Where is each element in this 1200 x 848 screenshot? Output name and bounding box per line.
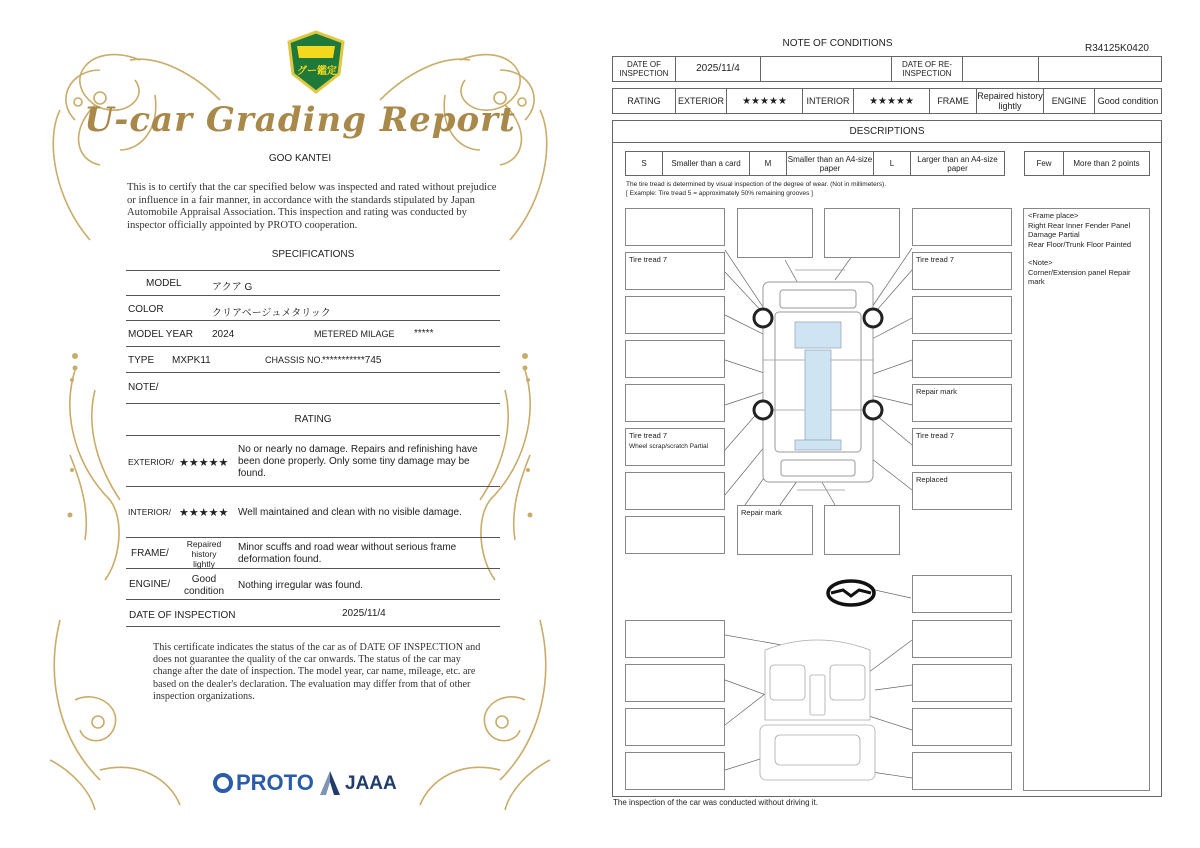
model-year-value: 2024 (212, 329, 235, 340)
spec-row-color (126, 296, 500, 321)
condition-box-3 (824, 208, 900, 258)
legend-desc-few: More than 2 points (1064, 152, 1150, 176)
interior-box-left-3 (625, 708, 725, 746)
exterior-description: No or nearly no damage. Repairs and refinishing have been done properly. Only some tiny damage may be found. (238, 444, 478, 479)
condition-box-left-2 (625, 296, 725, 334)
steering-condition-box (912, 575, 1012, 613)
inspection-date-value: 2025/11/4 (342, 608, 386, 619)
condition-box-left-3 (625, 340, 725, 378)
spec-row-type (126, 347, 500, 373)
interior-box-left-2 (625, 664, 725, 702)
jaaa-brand: JAAA (345, 773, 397, 794)
steering-wheel-icon (828, 581, 874, 605)
report-code: R34125K0420 (1085, 43, 1149, 54)
rating-label: RATING (613, 89, 676, 114)
tire-front-left-text: Tire tread 7 (629, 255, 668, 264)
rating-row-exterior (126, 436, 500, 487)
interior-label: INTERIOR/ (128, 507, 171, 517)
mileage-label: METERED MILAGE (314, 329, 395, 339)
legend-code-l: L (874, 152, 911, 176)
condition-box-left-4 (625, 384, 725, 422)
interior-box-right-4 (912, 752, 1012, 790)
legend-code-m: M (750, 152, 787, 176)
inspection-date-label: DATE OF INSPECTION (129, 610, 236, 621)
legend-code-s: S (626, 152, 663, 176)
condition-box-bottom-2 (824, 505, 900, 555)
exterior-stars: ★★★★★ (179, 457, 229, 469)
note-heading: <Note> (1028, 258, 1053, 267)
condition-box-2 (737, 208, 813, 258)
tire-tread-example: [ Example: Tire tread 5 = approximately 50% remaining grooves ] (626, 190, 813, 197)
inspection-date-row (126, 600, 500, 627)
spec-row-note (126, 373, 500, 404)
interior-stars: ★★★★★ (179, 507, 229, 519)
spacer (1028, 249, 1145, 258)
tire-rear-right-text: Tire tread 7 (916, 431, 955, 440)
condition-box-right-3 (912, 340, 1012, 378)
interior-box-left-1 (625, 620, 725, 658)
model-value: アクア G (212, 282, 253, 293)
jaaa-logo-icon (318, 770, 342, 796)
tire-rear-left-subtext: Wheel scrap/scratch Partial (629, 443, 709, 450)
interior-box-right-2 (912, 664, 1012, 702)
legend-desc-s: Smaller than a card (663, 152, 750, 176)
interior-box-right-1 (912, 620, 1012, 658)
condition-box-left-7 (625, 516, 725, 554)
note-of-conditions (605, 0, 1200, 848)
note-label: NOTE/ (128, 382, 159, 393)
frame-note-2: Rear Floor/Trunk Floor Painted (1028, 239, 1132, 249)
rating-row-frame (126, 538, 500, 569)
condition-box-right-2 (912, 296, 1012, 334)
legend-desc-m: Smaller than an A4-size paper (787, 152, 874, 176)
model-label: MODEL (146, 278, 182, 289)
rating-row-engine (126, 569, 500, 600)
chassis-value: ***********745 (322, 355, 382, 366)
repair-mark-bottom-box (737, 505, 813, 555)
engine-value: Good condition (1095, 89, 1162, 114)
replaced-box (912, 472, 1012, 510)
interior-label: INTERIOR (803, 89, 854, 114)
no-driving-note: The inspection of the car was conducted without driving it. (613, 798, 818, 807)
color-value: クリアベージュメタリック (212, 308, 331, 319)
replaced-text: Replaced (916, 475, 948, 484)
repair-mark-bottom-text: Repair mark (741, 508, 782, 517)
tire-tread-note-line: The tire tread is determined by visual inspection of the degree of wear. (Not in millimeters). (626, 181, 887, 188)
type-label: TYPE (128, 355, 155, 366)
badge-text: グー鑑定 (297, 66, 337, 77)
engine-label: ENGINE/ (129, 579, 171, 590)
rating-heading: RATING (294, 414, 332, 425)
frame-label: FRAME/ (131, 548, 169, 559)
tire-front-right-text: Tire tread 7 (916, 255, 955, 264)
color-label: COLOR (128, 304, 164, 315)
interior-description: Well maintained and clean with no visible damage. (238, 507, 462, 518)
date-reinspection-label: DATE OF RE-INSPECTION (892, 57, 963, 82)
date-inspection-value: 2025/11/4 (676, 57, 761, 82)
type-value: MXPK11 (172, 355, 211, 366)
frame-description: Minor scuffs and road wear without serious frame deformation found. (238, 542, 457, 565)
engine-value: Good condition (183, 574, 225, 597)
mileage-value: ***** (414, 328, 434, 339)
frame-note-1: Right Rear Inner Fender Panel Damage Partial (1028, 220, 1131, 239)
tire-rear-left-text: Tire tread 7 (629, 431, 668, 440)
exterior-label: EXTERIOR (676, 89, 727, 114)
repair-mark-right-text: Repair mark (916, 387, 957, 396)
spec-row-year (126, 321, 500, 347)
condition-box-4 (912, 208, 1012, 246)
certification-statement: This is to certify that the car specified below was inspected and rated without prejudice or influence in a fair manner, in accordance with the standards stipulated by Japan Automobile Appraisal Association. This inspection and rating was conducted by inspector officially appointed by PROTO cooperation. (127, 182, 497, 231)
tire-front-left-box (625, 252, 725, 290)
engine-label: ENGINE (1044, 89, 1095, 114)
date-inspection-label: DATE OF INSPECTION (613, 57, 676, 82)
interior-box-right-3 (912, 708, 1012, 746)
proto-logo-icon (212, 772, 234, 794)
condition-box-left-6 (625, 472, 725, 510)
frame-place-heading: <Frame place> (1028, 211, 1079, 220)
legend-desc-l: Larger than an A4-size paper (911, 152, 1005, 176)
tire-rear-right-box (912, 428, 1012, 466)
frame-value: Repaired history lightly (186, 539, 222, 569)
condition-box-1 (625, 208, 725, 246)
interior-box-left-4 (625, 752, 725, 790)
repair-mark-right-box (912, 384, 1012, 422)
exterior-label: EXTERIOR/ (128, 457, 174, 467)
proto-brand: PROTO (236, 770, 314, 795)
frame-label: FRAME (930, 89, 977, 114)
spec-row-model (126, 271, 500, 296)
conditions-title: NOTE OF CONDITIONS (782, 38, 893, 49)
report-title: U-car Grading Report (84, 100, 516, 140)
model-year-label: MODEL YEAR (128, 329, 194, 340)
exterior-stars: ★★★★★ (727, 89, 803, 114)
chassis-label: CHASSIS NO. (265, 355, 324, 365)
interior-stars: ★★★★★ (854, 89, 930, 114)
frame-notes-panel (1023, 208, 1150, 791)
certificate-disclaimer: This certificate indicates the status of the car as of DATE OF INSPECTION and does not guarantee the quality of the car onwards. The status of the car may change after the date of inspection. The model year, car name, mileage, etc. are based on the dealer's declaration. The evaluation may differ from that of other inspection organizations. (153, 642, 481, 702)
report-subtitle: GOO KANTEI (268, 153, 332, 164)
tire-rear-left-box (625, 428, 725, 466)
note-1: Corner/Extension panel Repair mark (1028, 267, 1131, 286)
engine-description: Nothing irregular was found. (238, 580, 364, 591)
descriptions-heading: DESCRIPTIONS (612, 120, 1162, 143)
rating-row-interior (126, 487, 500, 538)
specifications-heading: SPECIFICATIONS (271, 249, 355, 260)
tire-front-right-box (912, 252, 1012, 290)
frame-value: Repaired history lightly (977, 89, 1044, 114)
legend-code-few: Few (1025, 152, 1064, 176)
